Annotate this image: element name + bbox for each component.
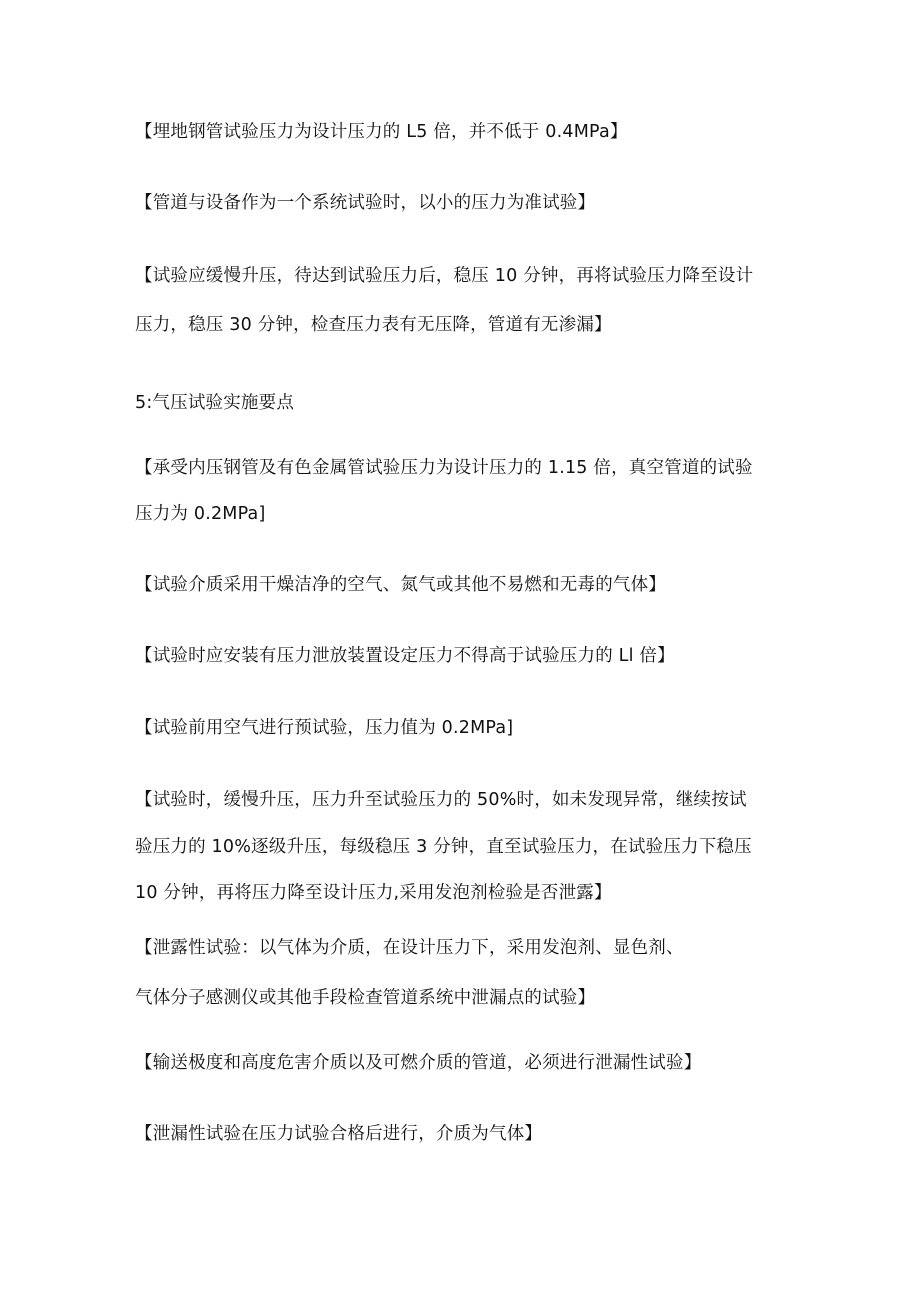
text-line-4: 压力，稳压 30 分钟，检查压力表有无压降，管道有无渗漏】 [135,315,612,335]
section-heading: 5:气压试验实施要点 [135,393,295,413]
text-line-9: 【试验时应安装有压力泄放装置设定压力不得高于试验压力的 Ll 倍】 [135,646,675,666]
text-line-6: 【承受内压钢管及有色金属管试验压力为设计压力的 1.15 倍，真空管道的试验 [135,458,753,478]
text-line-8: 【试验介质采用干燥洁净的空气、氮气或其他不易燃和无毒的气体】 [135,575,666,595]
text-line-14: 【泄露性试验：以气体为介质，在设计压力下，采用发泡剂、显色剂、 [135,938,684,958]
text-line-12: 验压力的 10%逐级升压，每级稳压 3 分钟，直至试验压力，在试验压力下稳压 [135,837,752,857]
text-line-10: 【试验前用空气进行预试验，压力值为 0.2MPa] [135,718,514,738]
text-line-17: 【泄漏性试验在压力试验合格后进行，介质为气体】 [135,1124,543,1144]
text-line-7: 压力为 0.2MPa] [135,504,266,524]
text-line-11: 【试验时，缓慢升压，压力升至试验压力的 50%时，如未发现异常，继续按试 [135,790,747,810]
text-line-13: 10 分钟，再将压力降至设计压力,采用发泡剂检验是否泄露】 [135,883,612,903]
text-line-1: 【埋地钢管试验压力为设计压力的 L5 倍，并不低于 0.4MPa】 [135,122,628,142]
text-line-15: 气体分子感测仪或其他手段检查管道系统中泄漏点的试验】 [135,988,596,1008]
text-line-3: 【试验应缓慢升压，待达到试验压力后，稳压 10 分钟，再将试验压力降至设计 [135,266,754,286]
text-line-16: 【输送极度和高度危害介质以及可燃介质的管道，必须进行泄漏性试验】 [135,1053,702,1073]
text-line-2: 【管道与设备作为一个系统试验时，以小的压力为准试验】 [135,193,596,213]
